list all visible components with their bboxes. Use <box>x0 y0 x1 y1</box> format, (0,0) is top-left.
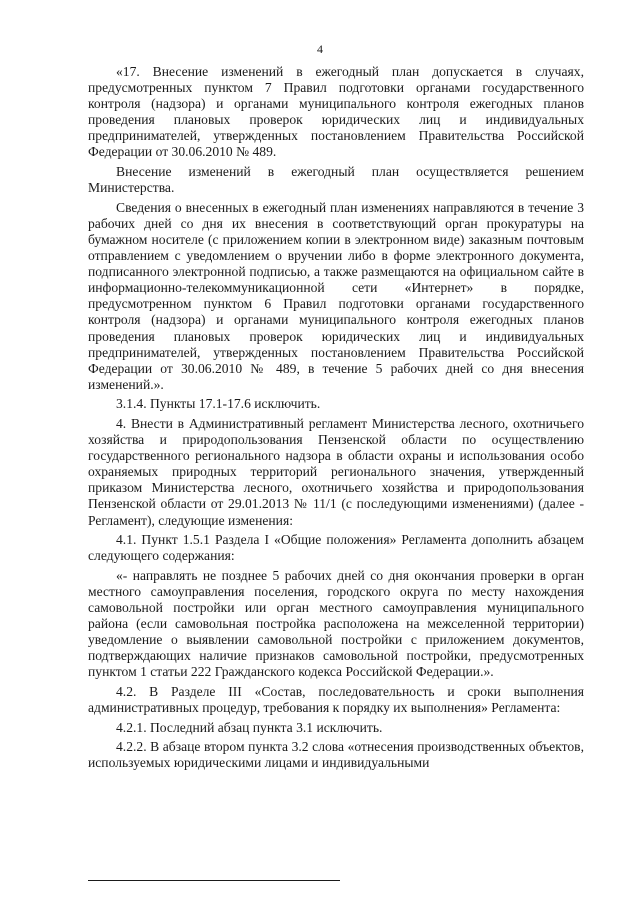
paragraph-4-1-quote: «- направлять не позднее 5 рабочих дней со дня окончания проверки в орган местного самоуправления поселения, городского округа по месту нахождения самовольной постройки или орган местного самоуправления муниципального района (если самовольная постройка расположена на межселенной территории) уведомление о выявлении самовольной постройки с приложением документов, подтверждающих наличие признаков самовольной постройки, предусмотренных пунктом 1 статьи 222 Гражданского кодекса Российской Федерации.». <box>88 567 584 680</box>
paragraph-4-2-1: 4.2.1. Последний абзац пункта 3.1 исключить. <box>116 719 383 735</box>
paragraph-4-2-2: 4.2.2. В абзаце втором пункта 3.2 слова «отнесения производственных объектов, используемых юридическими лицами и индивидуальными <box>88 739 584 771</box>
paragraph-4: 4. Внести в Административный регламент Министерства лесного, охотничьего хозяйства и природопользования Пензенской области по осуществлению государственного регионального надзора в области охраны и использования особо охраняемых природных территорий регионального значения, утвержденный приказом Министерства лесного, охотничьего хозяйства и природопользования Пензенской области от 29.01.2013 № 11/1 (с последующими изменениями) (далее - Регламент), следующие изменения: <box>88 415 584 528</box>
paragraph-3-1-4: 3.1.4. Пункты 17.1-17.6 исключить. <box>116 396 321 412</box>
paragraph-17-amendments: «17. Внесение изменений в ежегодный план допускается в случаях, предусмотренных пунктом 7 Правил подготовки органами государственного контроля (надзора) и органами муниципального контроля ежегодных планов проведения плановых проверок юридических лиц и индивидуальных предпринимателей, утвержденных постановлением Правительства Российской Федерации от 30.06.2010 № 489. <box>88 64 584 160</box>
page-number: 4 <box>317 42 323 56</box>
paragraph-4-1: 4.1. Пункт 1.5.1 Раздела I «Общие положения» Регламента дополнить абзацем следующего содержания: <box>88 532 584 564</box>
paragraph-ministry-decision: Внесение изменений в ежегодный план осуществляется решением Министерства. <box>88 164 584 196</box>
footer-divider <box>88 880 340 881</box>
paragraph-prosecutor-notice: Сведения о внесенных в ежегодный план изменениях направляются в течение 3 рабочих дней со дня их внесения в соответствующий орган прокуратуры на бумажном носителе (с приложением копии в электронном виде) заказным почтовым отправлением с уведомлением о вручении либо в форме электронного документа, подписанного электронной подписью, а также размещаются на официальном сайте в информационно-телекоммуникационной сети «Интернет» в порядке, предусмотренном пунктом 6 Правил подготовки органами государственного контроля (надзора) и органами муниципального контроля ежегодных планов проведения плановых проверок юридических лиц и индивидуальных предпринимателей, утвержденных постановлением Правительства Российской Федерации от 30.06.2010 № 489, в течение 5 рабочих дней со дня внесения изменений.». <box>88 199 584 392</box>
paragraph-4-2: 4.2. В Разделе III «Состав, последовательность и сроки выполнения административных процедур, требования к порядку их выполнения» Регламента: <box>88 683 584 716</box>
document-body <box>88 64 584 775</box>
